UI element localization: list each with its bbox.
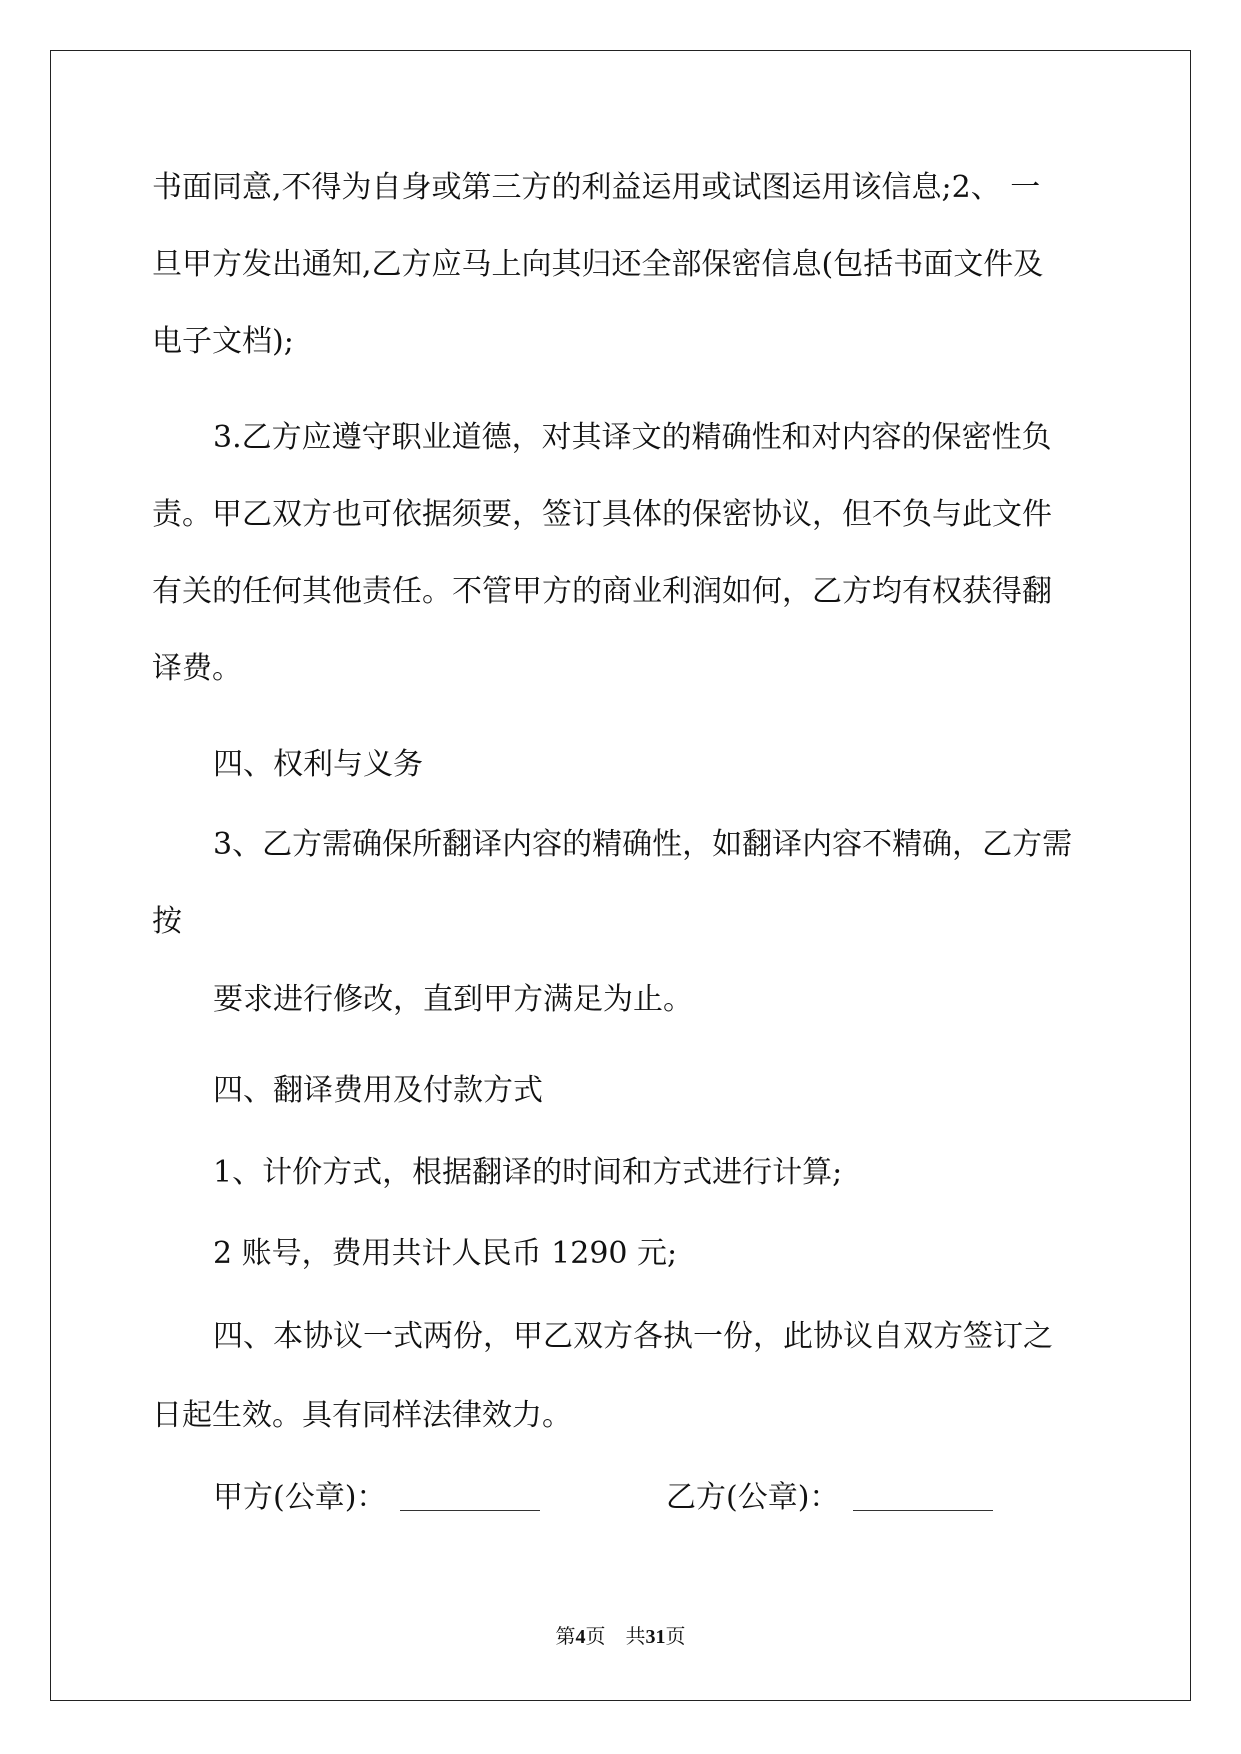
page-border	[50, 50, 1191, 1701]
text-line: 按	[152, 904, 182, 939]
text-line: 责。甲乙双方也可依据须要，签订具体的保密协议，但不负与此文件	[152, 497, 1052, 532]
text-line: 有关的任何其他责任。不管甲方的商业利润如何，乙方均有权获得翻	[152, 574, 1052, 609]
section-heading: 四、翻译费用及付款方式	[213, 1073, 543, 1108]
text-line: 书面同意,不得为自身或第三方的利益运用或试图运用该信息;2、 一	[152, 170, 1041, 205]
party-a-seal-field	[400, 1510, 540, 1511]
party-b-seal-label: 乙方(公章)：	[666, 1480, 840, 1515]
footer-suffix: 页	[665, 1626, 686, 1648]
text-line: 3、乙方需确保所翻译内容的精确性，如翻译内容不精确，乙方需	[213, 827, 1073, 862]
text-line: 2 账号，费用共计人民币 1290 元;	[213, 1236, 678, 1271]
text-line: 四、本协议一式两份，甲乙双方各执一份，此协议自双方签订之	[213, 1319, 1053, 1354]
footer-prefix: 第	[555, 1626, 576, 1648]
page-number: 4	[575, 1626, 586, 1648]
text-line: 要求进行修改，直到甲方满足为止。	[213, 982, 693, 1017]
text-line: 译费。	[152, 651, 242, 686]
page-total: 31	[645, 1626, 666, 1648]
text-line: 日起生效。具有同样法律效力。	[152, 1398, 572, 1433]
text-line: 1、计价方式，根据翻译的时间和方式进行计算;	[213, 1155, 843, 1190]
party-b-seal-field	[853, 1510, 993, 1511]
text-line: 3.乙方应遵守职业道德，对其译文的精确性和对内容的保密性负	[213, 420, 1052, 455]
text-line: 电子文档);	[152, 324, 294, 359]
page-footer	[0, 1620, 1241, 1649]
section-heading: 四、权利与义务	[213, 747, 423, 782]
text-line: 旦甲方发出通知,乙方应马上向其归还全部保密信息(包括书面文件及	[152, 247, 1044, 282]
footer-mid: 页 共	[585, 1626, 646, 1648]
party-a-seal-label: 甲方(公章)：	[213, 1480, 387, 1515]
